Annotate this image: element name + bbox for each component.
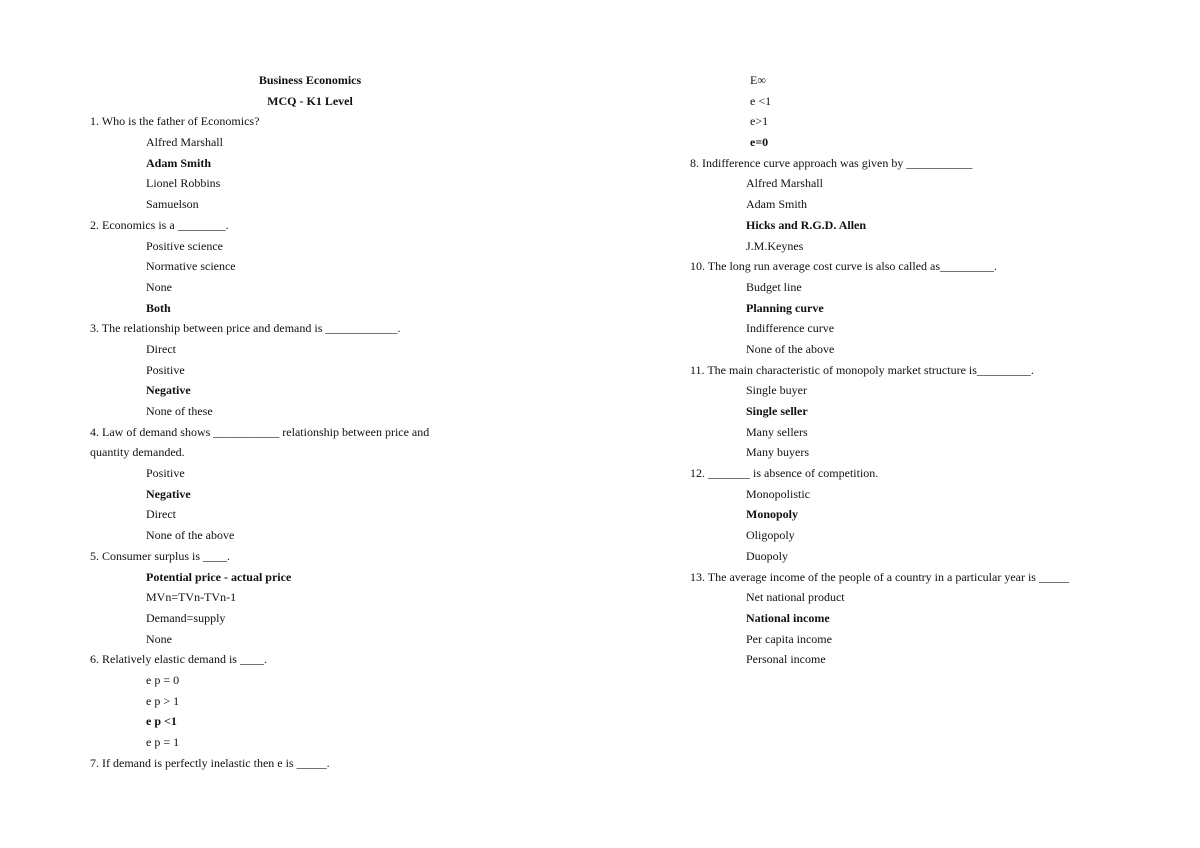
option: Positive	[146, 466, 185, 481]
option: Samuelson	[146, 197, 199, 212]
option: Oligopoly	[746, 528, 795, 543]
option: E∞	[750, 73, 766, 87]
option: Monopolistic	[746, 486, 811, 501]
option: None of these	[146, 404, 213, 418]
option-correct: Monopoly	[746, 507, 799, 522]
option: Normative science	[146, 259, 236, 274]
question-7: 7. If demand is perfectly inelastic then e is _____.	[90, 755, 330, 770]
question-4-continued: quantity demanded.	[90, 445, 185, 460]
option: MVn=TVn-TVn-1	[146, 590, 237, 605]
question-5: 5. Consumer surplus is ____.	[90, 548, 231, 563]
option: Many buyers	[746, 445, 809, 460]
option-correct: Adam Smith	[146, 155, 212, 170]
left-column	[90, 70, 570, 773]
option: Net national product	[746, 590, 845, 605]
question-8: 8. Indifference curve approach was given by ___________	[690, 155, 973, 170]
option: Alfred Marshall	[746, 176, 823, 191]
option: Positive	[146, 362, 185, 377]
option: Direct	[146, 507, 176, 522]
option: Indifference curve	[746, 321, 835, 336]
option: Direct	[146, 341, 176, 356]
option: None of the above	[146, 528, 235, 543]
right-column	[690, 70, 1170, 670]
option: Duopoly	[746, 548, 788, 563]
option-correct: Planning curve	[746, 300, 824, 315]
option-correct: Potential price - actual price	[146, 569, 292, 584]
option: None	[146, 631, 172, 646]
question-10: 10. The long run average cost curve is also called as_________.	[690, 259, 998, 274]
option-correct: e=0	[750, 135, 769, 150]
option: Alfred Marshall	[146, 135, 223, 150]
option: Adam Smith	[746, 197, 808, 212]
option: e <1	[750, 93, 772, 108]
question-11: 11. The main characteristic of monopoly market structure is_________.	[690, 362, 1034, 377]
question-12: 12. _______ is absence of competition.	[690, 466, 879, 481]
option: Positive science	[146, 238, 223, 253]
option: Demand=supply	[146, 610, 226, 625]
option: Per capita income	[746, 631, 832, 646]
question-2: 2. Economics is a ________.	[90, 217, 229, 232]
option: Lionel Robbins	[146, 176, 221, 191]
document-subtitle: MCQ - K1 Level	[267, 93, 353, 108]
question-3: 3. The relationship between price and demand is ____________.	[90, 321, 401, 336]
document-title: Business Economics	[258, 73, 362, 87]
question-13: 13. The average income of the people of a country in a particular year is _____	[690, 569, 1069, 584]
option-correct: Hicks and R.G.D. Allen	[746, 217, 867, 232]
option: Many sellers	[746, 424, 808, 439]
option-correct: Negative	[146, 383, 191, 398]
option-correct: Both	[146, 300, 171, 315]
option-correct: Negative	[146, 486, 191, 501]
option: Personal income	[746, 652, 826, 667]
option: e p > 1	[146, 693, 180, 708]
option: e p = 0	[146, 672, 180, 687]
option-correct: e p <1	[146, 714, 177, 729]
question-1: 1. Who is the father of Economics?	[90, 114, 260, 129]
option: Single buyer	[746, 383, 807, 398]
option: None of the above	[746, 341, 835, 356]
option: e>1	[750, 114, 769, 129]
option-correct: National income	[746, 610, 830, 625]
option: None	[146, 279, 172, 294]
question-6: 6. Relatively elastic demand is ____.	[90, 652, 267, 667]
option: J.M.Keynes	[746, 238, 804, 253]
option: Budget line	[746, 279, 802, 294]
option-correct: Single seller	[746, 404, 808, 418]
question-4: 4. Law of demand shows ___________ relationship between price and	[90, 424, 430, 439]
option: e p = 1	[146, 735, 180, 749]
